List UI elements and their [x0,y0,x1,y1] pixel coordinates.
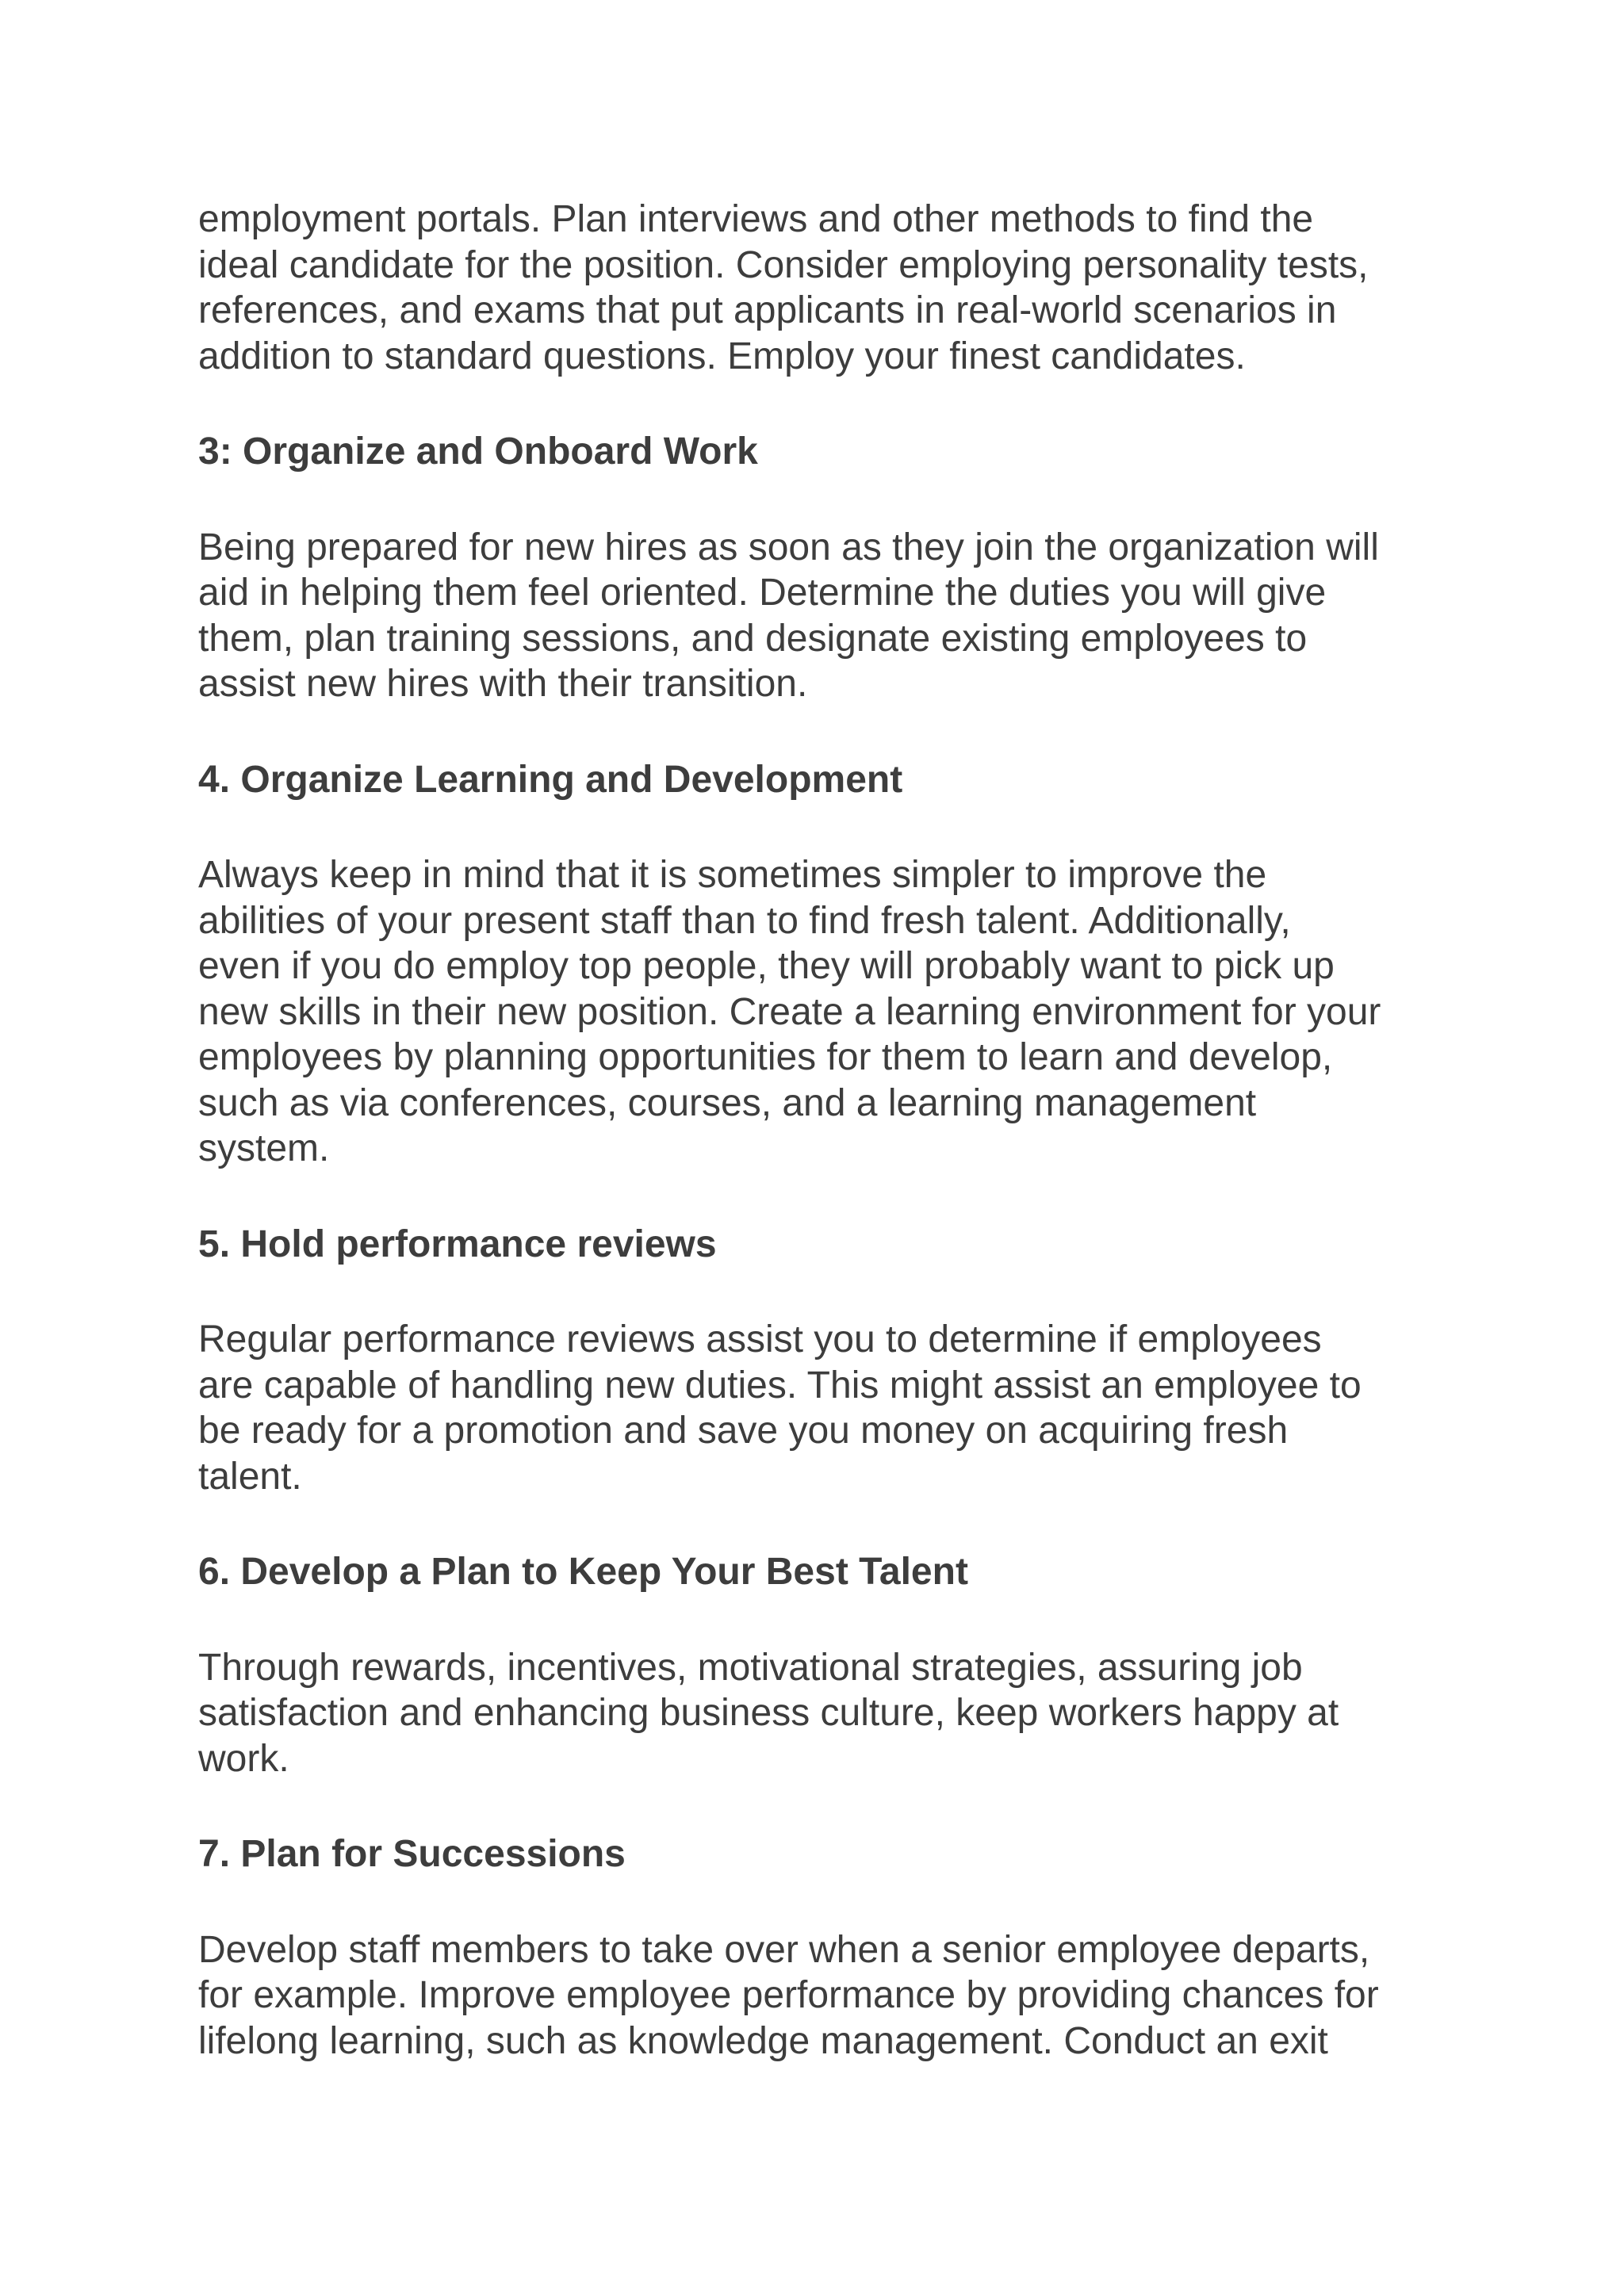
section-body-4: Always keep in mind that it is sometimes simpler to improve the abilities of your present staff than to find fresh talent. Additionally, even if you do employ top people, they will probably want to pick up new skills in their new position. Create a learning environment for your employees by planning opportunities for them to learn and develop, such as via conferences, courses, and a learning management system. [198,854,1381,1169]
section-body-7: Develop staff members to take over when a senior employee departs, for example. Improve employee performance by providing chances for lifelong learning, such as knowledge management. Conduct an exit [198,1928,1379,2062]
section-heading-6: 6. Develop a Plan to Keep Your Best Talent [198,1551,968,1593]
section-body-6: Through rewards, incentives, motivational strategies, assuring job satisfaction and enhancing business culture, keep workers happy at work. [198,1646,1339,1780]
section-heading-7: 7. Plan for Successions [198,1833,626,1875]
section-body-3: Being prepared for new hires as soon as they join the organization will aid in helping them feel oriented. Determine the duties you will give them, plan training sessions, and designate existing employees to assist new hires with their transition. [198,526,1379,705]
intro-paragraph: employment portals. Plan interviews and other methods to find the ideal candidate for the position. Consider employing personality tests, references, and exams that put applicants in real-world scenarios in addition to standard questions. Employ your finest candidates. [198,198,1369,377]
section-body-5: Regular performance reviews assist you to determine if employees are capable of handling new duties. This might assist an employee to be ready for a promotion and save you money on acquiring fresh talent. [198,1318,1362,1498]
section-heading-4: 4. Organize Learning and Development [198,758,903,801]
document-page [198,197,1467,2064]
section-heading-3: 3: Organize and Onboard Work [198,430,758,473]
section-heading-5: 5. Hold performance reviews [198,1223,717,1265]
